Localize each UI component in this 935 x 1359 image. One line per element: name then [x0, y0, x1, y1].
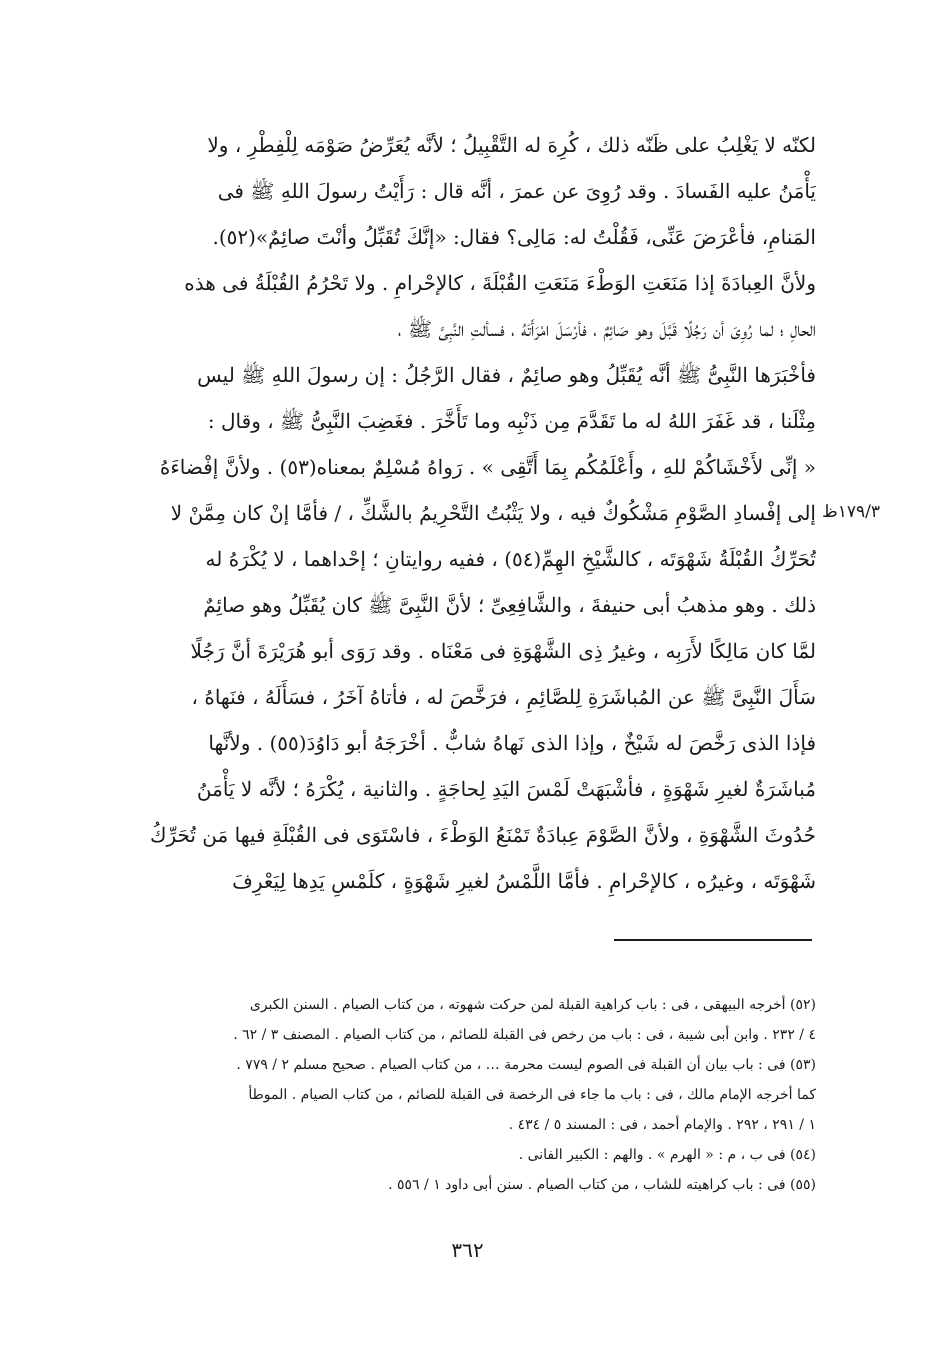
footnote-line: ٤ / ٢٣٢ . وابن أبى شيبة ، فى : باب من رخص فى القبلة للصائم ، من كتاب الصيام . المصنف ٣ / ٦٢ .	[233, 1027, 816, 1043]
text-line: إلى إفْسادِ الصَّوْمِ مَشْكُوكٌ فيه ، ولا يَثْبُتُ التَّحْرِيمُ بالشَّكِّ ، / فأمَّا إنْ كان مِمَّنْ لا	[170, 501, 816, 525]
footnotes	[140, 990, 816, 1200]
text-line: حُدُوثَ الشَّهْوَةِ ، ولأنَّ الصَّوْمَ عِبادَةٌ تَمْنَعُ الوَطْءَ ، فاسْتَوَى فى القُبْلَةِ فيها مَن تُحَرِّكُ	[149, 823, 816, 847]
text-line: مِثْلَنا ، قد غَفَرَ اللهُ له ما تَقَدَّمَ مِن ذَنْبِه وما تَأَخَّرَ . فغَضِبَ النَّبِىُّ ﷺ ، وقال :	[207, 409, 816, 433]
footnote-line: كما أخرجه الإمام مالك ، فى : باب ما جاء فى الرخصة فى القبلة للصائم ، من كتاب الصيام . الموطأ	[248, 1087, 816, 1103]
text-line: المَنامِ، فأعْرَضَ عَنِّى، فَقُلْتُ له: مَالِى؟ فقال: «إنَّكَ تُقَبِّلُ وأنْتَ صائِمٌ»(٥٢).	[212, 225, 816, 249]
text-line: لمَّا كان مَالِكًا لأَرَبِه ، وغيرُ ذِى الشَّهْوَةِ فى مَعْنَاه . وقد رَوَى أبو هُرَيْرَةَ أنَّ رَجُلًا	[190, 639, 816, 663]
text-line: لكنّه لا يَغْلِبُ على ظَنّه ذلك ، كُرِهَ له التَّقْبِيلُ ؛ لأنَّه يُعَرِّضُ صَوْمَه لِلْفِطْرِ ، ولا	[207, 133, 816, 157]
text-line: ذلك . وهو مذهبُ أبى حنيفةَ ، والشَّافِعِىِّ ؛ لأنَّ النَّبِىَّ ﷺ كان يُقَبِّلُ وهو صائِمٌ	[203, 593, 816, 617]
margin-folio-note: ١٧٩/٣ظ	[822, 502, 880, 522]
text-line: فأخْبَرَها النَّبِىُّ ﷺ أنَّه يُقَبِّلُ وهو صائِمٌ ، فقال الرَّجُلُ : إن رسولَ اللهِ ﷺ ليس	[197, 363, 816, 387]
footnote-divider	[614, 939, 812, 941]
footnote-line: (٥٣) فى : باب بيان أن القبلة فى الصوم ليست محرمة … ، من كتاب الصيام . صحيح مسلم ٢ / ٧٧٩ .	[236, 1057, 816, 1073]
text-line: الحالِ ؛ لما رُوِىَ أن رَجُلًا قَبَّلَ وهو صَائِمٌ ، فأرْسَلَ امْرَأَتَهُ ، فسألتِ النَّبِىَّ ﷺ ،	[397, 317, 816, 341]
text-line: « إنِّى لأَخْشَاكُمْ للهِ ، وأَعْلَمُكُم بِمَا أَتَّقِى » . رَواهُ مُسْلِمٌ بمعناه(٥٣) . ولأنَّ إفْضاءَهُ	[159, 455, 816, 479]
text-line: ولأنَّ العِبادَةَ إذا مَنَعَتِ الوَطْءَ مَنَعَتِ القُبْلَةَ ، كالإحْرامِ . ولا تَحْرُمُ القُبْلَةُ فى هذه	[184, 271, 816, 295]
text-line: تُحَرِّكُ القُبْلَةُ شَهْوَتَه ، كالشَّيْخِ الهِمِّ(٥٤) ، ففيه روايتانِ ؛ إحْداهما ، لا يُكْرَهُ له	[205, 547, 816, 571]
text-line: سَأَلَ النَّبِىَّ ﷺ عن المُباشَرَةِ لِلصَّائِمِ ، فرَخَّصَ له ، فأتاهُ آخَرُ ، فسَأَلَهُ ، فنَهاهُ ،	[191, 685, 816, 709]
text-line: شَهْوَتَه ، وغيرُه ، كالإحْرامِ . فأمَّا اللَّمْسُ لغيرِ شَهْوَةٍ ، كلَمْسِ يَدِها لِيَعْرِفَ	[232, 869, 816, 893]
footnote-line: (٥٢) أخرجه البيهقى ، فى : باب كراهية القبلة لمن حركت شهوته ، من كتاب الصيام . السنن الكبرى	[249, 997, 816, 1013]
text-line: فإذا الذى رَخَّصَ له شَيْخٌ ، وإذا الذى نَهاهُ شابٌّ . أخْرَجَهُ أبو دَاوُدَ(٥٥) . ولأنَّها	[208, 731, 816, 755]
text-line: مُباشَرَةٌ لغيرِ شَهْوَةٍ ، فأشْبَهَتْ لَمْسَ اليَدِ لِحاجَةٍ . والثانية ، يُكْرَهُ ؛ لأنَّه لا يَأْمَنُ	[196, 777, 816, 801]
page-number: ٣٦٢	[451, 1238, 484, 1262]
text-line: يَأْمَنُ عليه الفَسادَ . وقد رُوِىَ عن عمرَ ، أنَّه قال : رَأَيْتُ رسولَ اللهِ ﷺ فى	[217, 179, 816, 203]
footnote-line: ١ / ٢٩١ ، ٢٩٢ . والإمام أحمد ، فى : المسند ٥ / ٤٣٤ .	[508, 1117, 816, 1133]
main-text	[140, 122, 816, 904]
footnote-line: (٥٥) فى : باب كراهيته للشاب ، من كتاب الصيام . سنن أبى داود ١ / ٥٥٦ .	[388, 1177, 816, 1193]
footnote-line: (٥٤) فى ب ، م : « الهرم » . والهم : الكبير الفانى .	[518, 1147, 816, 1163]
